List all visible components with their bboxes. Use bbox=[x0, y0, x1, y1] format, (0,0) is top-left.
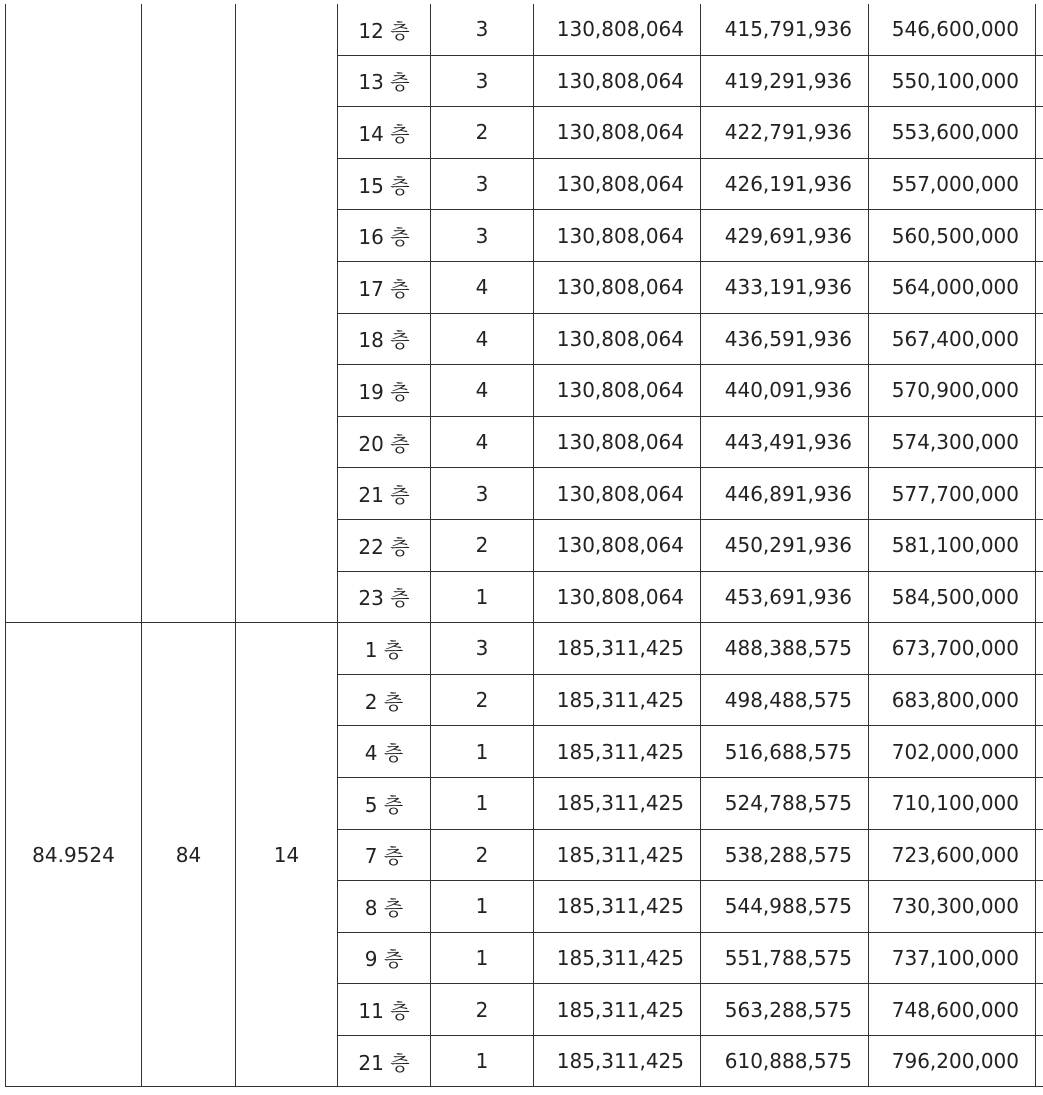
land-price-cell: 185,311,425 bbox=[534, 726, 701, 778]
land-price-cell: 130,808,064 bbox=[534, 519, 701, 571]
building-price-cell: 563,288,575 bbox=[701, 984, 869, 1036]
building-price-cell: 610,888,575 bbox=[701, 1035, 869, 1087]
floor-cell: 5 층 bbox=[338, 777, 431, 829]
count-cell: 1 bbox=[431, 777, 534, 829]
building-price-cell: 544,988,575 bbox=[701, 881, 869, 933]
cut-off-cell bbox=[1036, 726, 1043, 778]
total-price-cell: 567,400,000 bbox=[869, 313, 1036, 365]
cut-off-cell bbox=[1036, 4, 1043, 55]
land-price-cell: 185,311,425 bbox=[534, 984, 701, 1036]
total-price-cell: 550,100,000 bbox=[869, 55, 1036, 107]
total-price-cell: 584,500,000 bbox=[869, 571, 1036, 623]
floor-cell: 1 층 bbox=[338, 623, 431, 675]
building-price-cell: 446,891,936 bbox=[701, 468, 869, 520]
cut-off-cell bbox=[1036, 468, 1043, 520]
building-price-cell: 415,791,936 bbox=[701, 4, 869, 55]
cut-off-cell bbox=[1036, 519, 1043, 571]
count-cell: 2 bbox=[431, 107, 534, 159]
building-price-cell: 426,191,936 bbox=[701, 158, 869, 210]
cut-off-cell bbox=[1036, 416, 1043, 468]
total-price-cell: 581,100,000 bbox=[869, 519, 1036, 571]
land-price-cell: 185,311,425 bbox=[534, 881, 701, 933]
table-row bbox=[6, 4, 1043, 55]
count-cell: 2 bbox=[431, 519, 534, 571]
count-cell: 3 bbox=[431, 468, 534, 520]
cut-off-cell bbox=[1036, 674, 1043, 726]
count-cell: 1 bbox=[431, 571, 534, 623]
floor-cell: 2 층 bbox=[338, 674, 431, 726]
cut-off-cell bbox=[1036, 107, 1043, 159]
count-cell: 2 bbox=[431, 984, 534, 1036]
price-table bbox=[5, 4, 1043, 1087]
total-price-cell: 577,700,000 bbox=[869, 468, 1036, 520]
floor-cell: 9 층 bbox=[338, 932, 431, 984]
building-price-cell: 436,591,936 bbox=[701, 313, 869, 365]
count-cell: 4 bbox=[431, 416, 534, 468]
total-price-cell: 546,600,000 bbox=[869, 4, 1036, 55]
type-cell: 84 bbox=[142, 623, 236, 1087]
building-price-cell: 516,688,575 bbox=[701, 726, 869, 778]
count-cell: 3 bbox=[431, 158, 534, 210]
floor-cell: 19 층 bbox=[338, 365, 431, 417]
count-cell: 1 bbox=[431, 881, 534, 933]
land-price-cell: 130,808,064 bbox=[534, 107, 701, 159]
floor-cell: 14 층 bbox=[338, 107, 431, 159]
cut-off-cell bbox=[1036, 210, 1043, 262]
count-cell: 1 bbox=[431, 932, 534, 984]
total-price-cell: 673,700,000 bbox=[869, 623, 1036, 675]
land-price-cell: 185,311,425 bbox=[534, 674, 701, 726]
building-price-cell: 488,388,575 bbox=[701, 623, 869, 675]
floor-cell: 21 층 bbox=[338, 1035, 431, 1087]
cut-off-cell bbox=[1036, 932, 1043, 984]
building-price-cell: 433,191,936 bbox=[701, 261, 869, 313]
building-price-cell: 551,788,575 bbox=[701, 932, 869, 984]
cut-off-cell bbox=[1036, 158, 1043, 210]
land-price-cell: 130,808,064 bbox=[534, 313, 701, 365]
land-price-cell: 130,808,064 bbox=[534, 416, 701, 468]
building-price-cell: 440,091,936 bbox=[701, 365, 869, 417]
total-price-cell: 737,100,000 bbox=[869, 932, 1036, 984]
count-cell: 3 bbox=[431, 55, 534, 107]
count-cell: 4 bbox=[431, 313, 534, 365]
land-price-cell: 130,808,064 bbox=[534, 468, 701, 520]
total-price-cell: 570,900,000 bbox=[869, 365, 1036, 417]
land-price-cell: 185,311,425 bbox=[534, 829, 701, 881]
building-price-cell: 524,788,575 bbox=[701, 777, 869, 829]
total-price-cell: 574,300,000 bbox=[869, 416, 1036, 468]
units-cell bbox=[236, 4, 338, 623]
count-cell: 1 bbox=[431, 726, 534, 778]
building-price-cell: 443,491,936 bbox=[701, 416, 869, 468]
floor-cell: 12 층 bbox=[338, 4, 431, 55]
building-price-cell: 419,291,936 bbox=[701, 55, 869, 107]
count-cell: 3 bbox=[431, 623, 534, 675]
building-price-cell: 450,291,936 bbox=[701, 519, 869, 571]
table-row bbox=[6, 623, 1043, 675]
cut-off-cell bbox=[1036, 261, 1043, 313]
total-price-cell: 564,000,000 bbox=[869, 261, 1036, 313]
cut-off-cell bbox=[1036, 571, 1043, 623]
count-cell: 2 bbox=[431, 829, 534, 881]
building-price-cell: 538,288,575 bbox=[701, 829, 869, 881]
floor-cell: 21 층 bbox=[338, 468, 431, 520]
floor-cell: 18 층 bbox=[338, 313, 431, 365]
type-cell bbox=[142, 4, 236, 623]
building-price-cell: 429,691,936 bbox=[701, 210, 869, 262]
total-price-cell: 796,200,000 bbox=[869, 1035, 1036, 1087]
floor-cell: 15 층 bbox=[338, 158, 431, 210]
count-cell: 3 bbox=[431, 4, 534, 55]
land-price-cell: 130,808,064 bbox=[534, 4, 701, 55]
total-price-cell: 553,600,000 bbox=[869, 107, 1036, 159]
land-price-cell: 130,808,064 bbox=[534, 55, 701, 107]
land-price-cell: 185,311,425 bbox=[534, 777, 701, 829]
building-price-cell: 453,691,936 bbox=[701, 571, 869, 623]
land-price-cell: 130,808,064 bbox=[534, 365, 701, 417]
cut-off-cell bbox=[1036, 777, 1043, 829]
count-cell: 1 bbox=[431, 1035, 534, 1087]
area-cell: 84.9524 bbox=[6, 623, 142, 1087]
cut-off-cell bbox=[1036, 623, 1043, 675]
floor-cell: 22 층 bbox=[338, 519, 431, 571]
floor-cell: 13 층 bbox=[338, 55, 431, 107]
total-price-cell: 748,600,000 bbox=[869, 984, 1036, 1036]
total-price-cell: 702,000,000 bbox=[869, 726, 1036, 778]
land-price-cell: 130,808,064 bbox=[534, 210, 701, 262]
floor-cell: 23 층 bbox=[338, 571, 431, 623]
land-price-cell: 130,808,064 bbox=[534, 571, 701, 623]
units-cell: 14 bbox=[236, 623, 338, 1087]
cut-off-cell bbox=[1036, 1035, 1043, 1087]
floor-cell: 17 층 bbox=[338, 261, 431, 313]
floor-cell: 7 층 bbox=[338, 829, 431, 881]
cut-off-cell bbox=[1036, 313, 1043, 365]
cut-off-cell bbox=[1036, 881, 1043, 933]
land-price-cell: 130,808,064 bbox=[534, 261, 701, 313]
land-price-cell: 185,311,425 bbox=[534, 1035, 701, 1087]
cut-off-cell bbox=[1036, 829, 1043, 881]
floor-cell: 11 층 bbox=[338, 984, 431, 1036]
total-price-cell: 557,000,000 bbox=[869, 158, 1036, 210]
total-price-cell: 730,300,000 bbox=[869, 881, 1036, 933]
land-price-cell: 185,311,425 bbox=[534, 623, 701, 675]
total-price-cell: 560,500,000 bbox=[869, 210, 1036, 262]
building-price-cell: 498,488,575 bbox=[701, 674, 869, 726]
area-cell bbox=[6, 4, 142, 623]
total-price-cell: 683,800,000 bbox=[869, 674, 1036, 726]
floor-cell: 4 층 bbox=[338, 726, 431, 778]
land-price-cell: 185,311,425 bbox=[534, 932, 701, 984]
count-cell: 4 bbox=[431, 365, 534, 417]
land-price-cell: 130,808,064 bbox=[534, 158, 701, 210]
building-price-cell: 422,791,936 bbox=[701, 107, 869, 159]
cut-off-cell bbox=[1036, 984, 1043, 1036]
count-cell: 2 bbox=[431, 674, 534, 726]
floor-cell: 16 층 bbox=[338, 210, 431, 262]
total-price-cell: 723,600,000 bbox=[869, 829, 1036, 881]
total-price-cell: 710,100,000 bbox=[869, 777, 1036, 829]
table-body bbox=[6, 4, 1043, 1087]
count-cell: 4 bbox=[431, 261, 534, 313]
cut-off-cell bbox=[1036, 55, 1043, 107]
cut-off-cell bbox=[1036, 365, 1043, 417]
floor-cell: 8 층 bbox=[338, 881, 431, 933]
count-cell: 3 bbox=[431, 210, 534, 262]
floor-cell: 20 층 bbox=[338, 416, 431, 468]
